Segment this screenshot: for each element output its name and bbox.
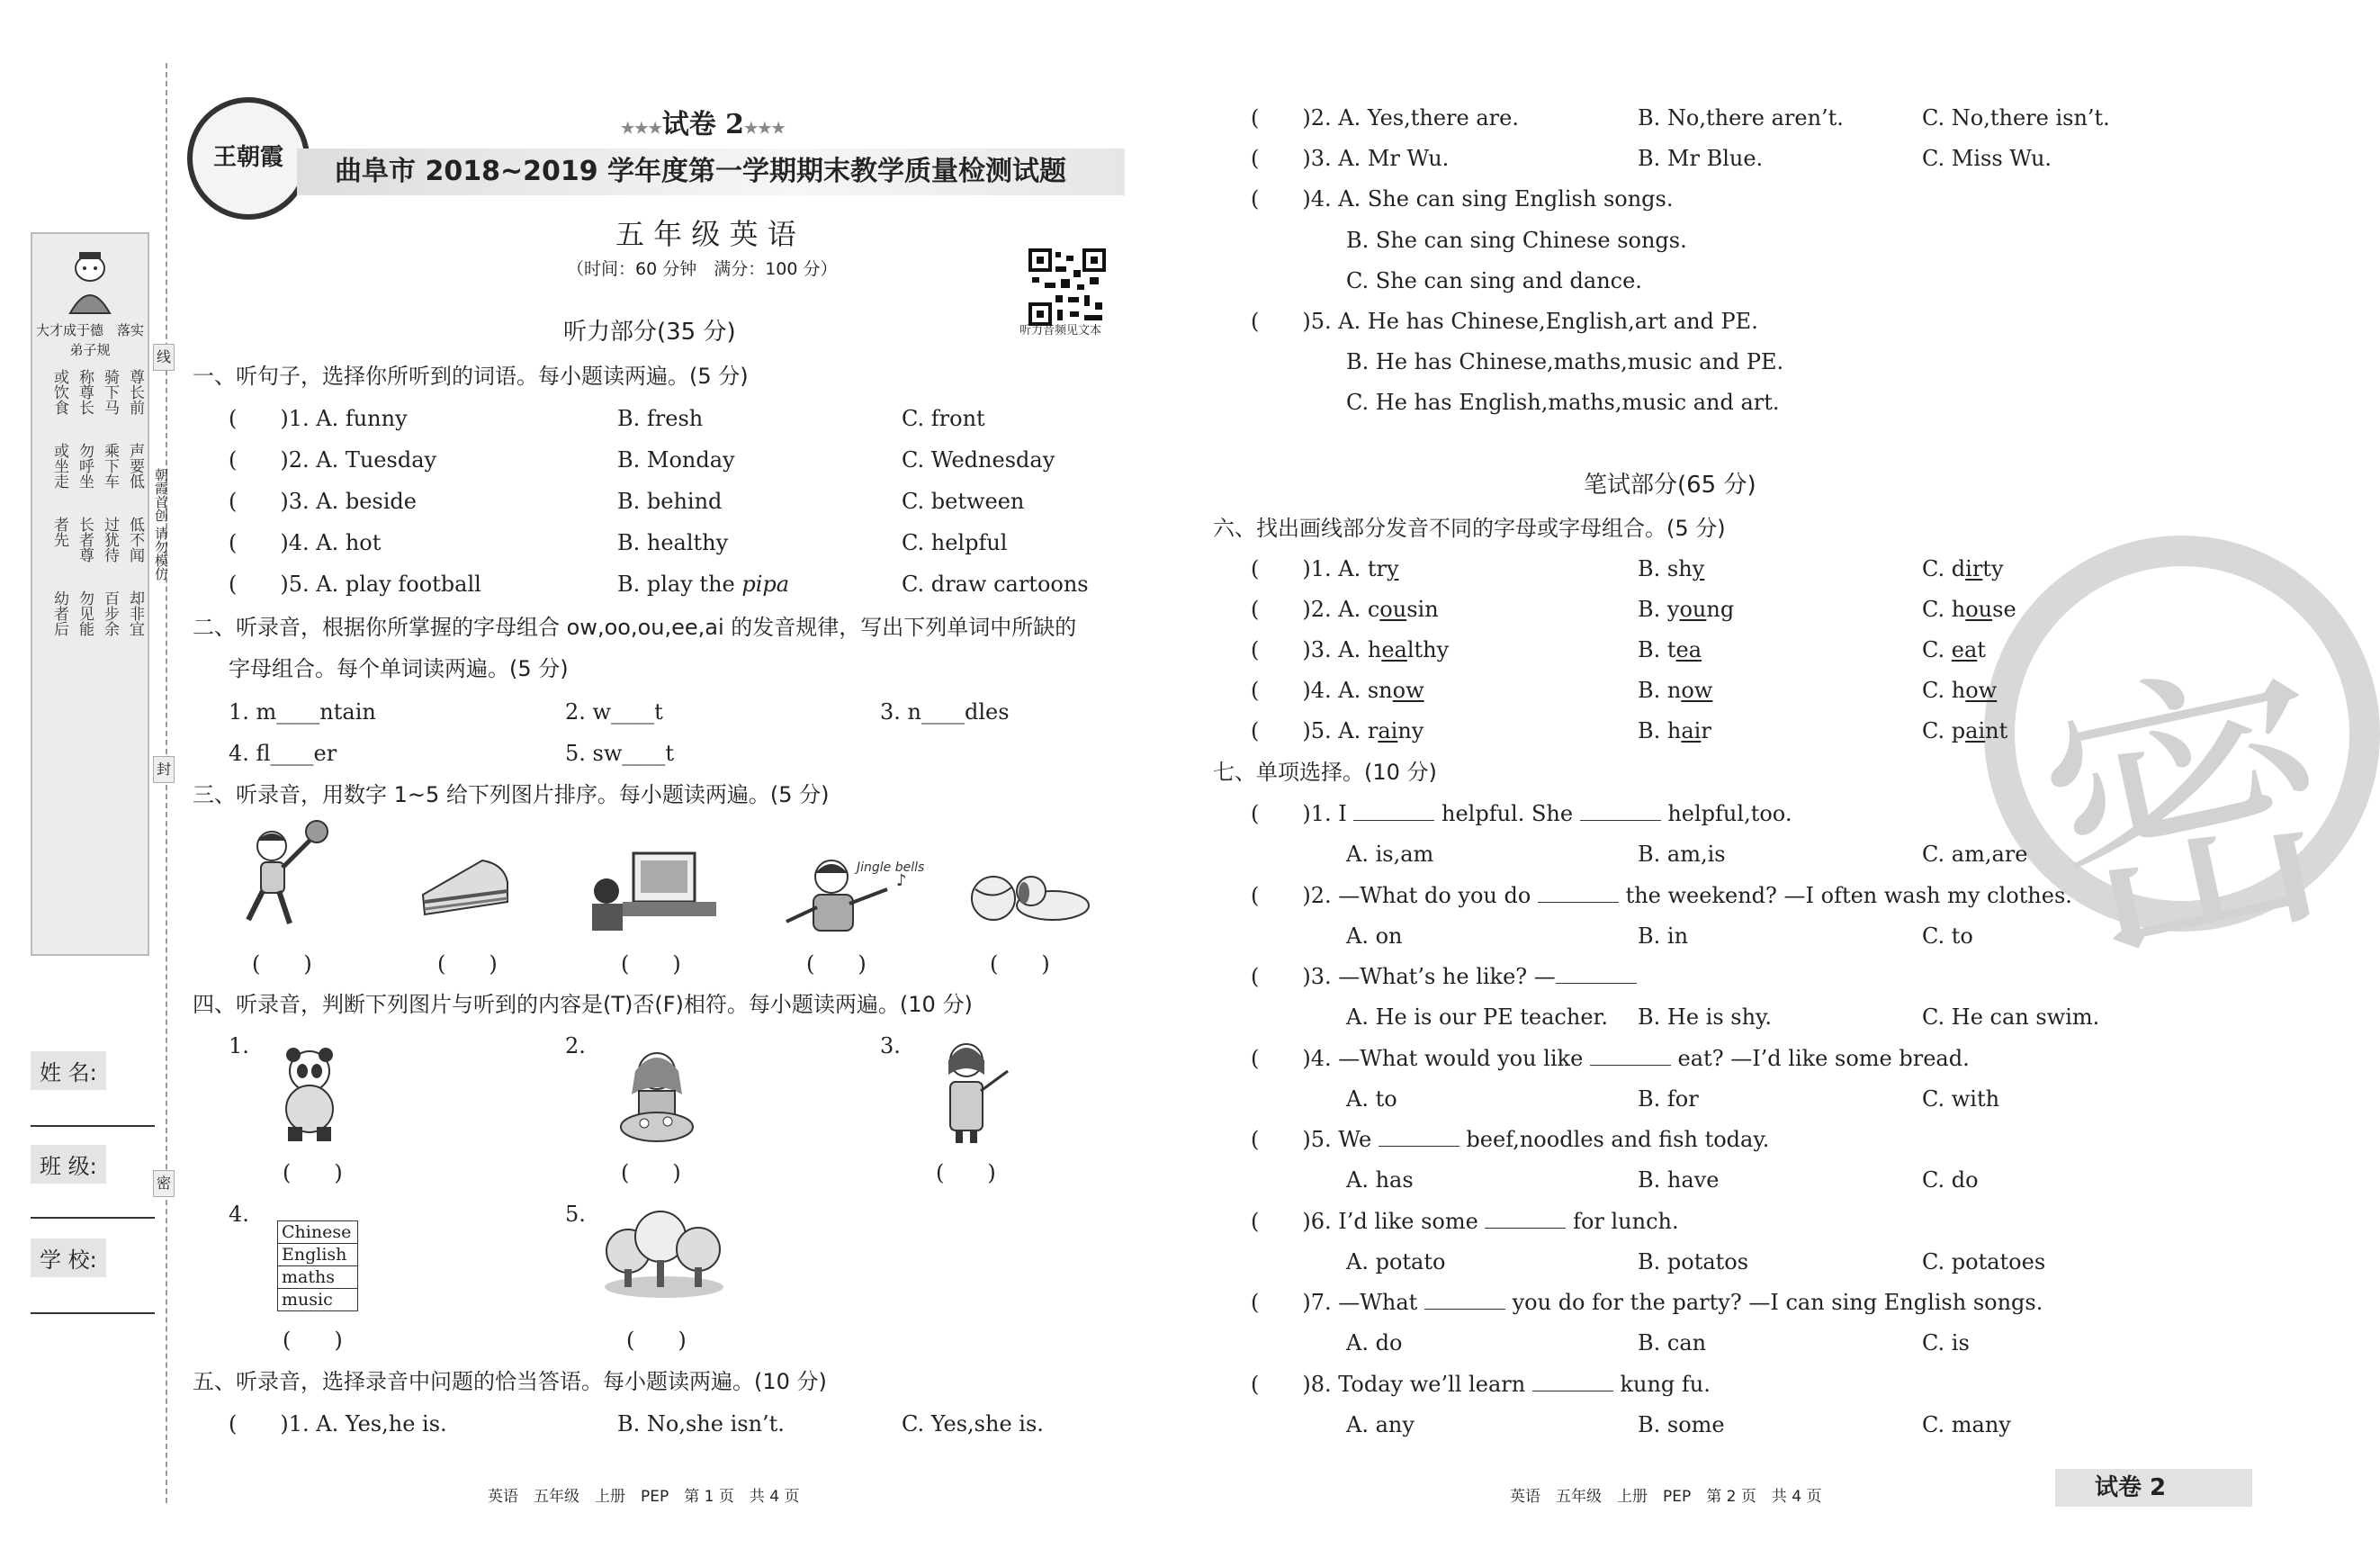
- s7-q7-stem[interactable]: ( )7. —What you do for the party? —I can sing English songs.: [1251, 1290, 2043, 1315]
- sandwich-picture: [418, 855, 513, 927]
- answer-blank[interactable]: [1556, 965, 1637, 984]
- forest-picture: [601, 1210, 727, 1300]
- s7-q2-stem[interactable]: ( )2. —What do you do the weekend? —I often wash my clothes.: [1251, 882, 2072, 908]
- s5-q4-b: B. She can sing Chinese songs.: [1346, 228, 1687, 253]
- motto-column: 却非宜: [126, 590, 144, 636]
- cut-label-secret: 密: [153, 1170, 175, 1197]
- motto-column: 者先: [50, 517, 68, 547]
- s4-title: 四、听录音，判断下列图片与听到的内容是(T)否(F)相符。每小题读两遍。(10 分): [193, 992, 973, 1017]
- s7-q4-option-c: C. with: [1922, 1085, 2000, 1112]
- motto-panel: [31, 232, 149, 956]
- answer-blank[interactable]: [1485, 1210, 1566, 1229]
- s7-q5-option-c: C. do: [1922, 1167, 1979, 1193]
- s5-q3-a[interactable]: ( )3. A. Mr Wu.: [1251, 146, 1450, 171]
- school-label: 学 校:: [31, 1238, 106, 1277]
- s1-q5-c: C. draw cartoons: [902, 572, 1089, 597]
- s2-title: 二、听录音，根据你所掌握的字母组合 ow,oo,ou,ee,ai 的发音规律，写出下列单词中所缺的: [193, 615, 1077, 640]
- underlined-letters: ai: [1965, 718, 1986, 743]
- s2-title-2: 字母组合。每个单词读两遍。(5 分): [229, 656, 569, 681]
- s1-q1-c: C. front: [902, 406, 985, 431]
- answer-blank[interactable]: [1590, 1047, 1671, 1066]
- s4-answer-1[interactable]: ( ): [283, 1160, 343, 1185]
- s7-q7-option-c: C. is: [1922, 1330, 1970, 1355]
- motto-column: 勿见能: [76, 590, 94, 636]
- s7-q1-option-a: A. is,am: [1346, 842, 1434, 867]
- s6-q5-a[interactable]: ( )5. A. rainy: [1251, 718, 1424, 743]
- s6-q2-a[interactable]: ( )2. A. cousin: [1251, 597, 1439, 622]
- dog-and-ball-picture: [966, 866, 1092, 929]
- underlined-letters: ea: [1381, 637, 1407, 662]
- s7-q4-option-a: A. to: [1346, 1085, 1397, 1112]
- s2-word-5[interactable]: 5. sw____t: [565, 741, 675, 766]
- motto-column: 乘下车: [101, 443, 119, 489]
- s7-q1-stem[interactable]: ( )1. I helpful. She helpful,too.: [1251, 801, 1792, 826]
- s3-answer-5[interactable]: ( ): [990, 951, 1050, 977]
- s1-q2-b: B. Monday: [617, 447, 735, 473]
- motto-column: 过犹待: [101, 517, 119, 563]
- s6-q1-c: C. dirty: [1922, 556, 2004, 581]
- s5-q1-b: B. No,she isn’t.: [617, 1411, 785, 1436]
- s7-q5-stem[interactable]: ( )5. We beef,noodles and fish today.: [1251, 1127, 1770, 1152]
- s7-q6-option-c: C. potatoes: [1922, 1248, 2046, 1274]
- s6-q1-b: B. shy: [1638, 556, 1705, 581]
- s6-q5-b: B. hair: [1638, 718, 1711, 743]
- right-footer: 英语 五年级 上册 PEP 第 2 页 共 4 页: [1510, 1488, 1822, 1506]
- s5-q2-a[interactable]: ( )2. A. Yes,there are.: [1251, 105, 1519, 131]
- underlined-letters: ou: [1965, 597, 1993, 622]
- underlined-letters: ai: [1378, 718, 1398, 743]
- s1-title: 一、听句子，选择你所听到的词语。每小题读两遍。(5 分): [193, 364, 749, 389]
- motto-column: 百步余: [101, 590, 119, 636]
- underlined-letters: ow: [1392, 678, 1424, 703]
- corner-tag: [2055, 1469, 2252, 1507]
- s7-q6-stem[interactable]: ( )6. I’d like some for lunch.: [1251, 1208, 1679, 1234]
- name-label: 姓 名:: [31, 1051, 106, 1090]
- motto-column: 幼者后: [50, 590, 68, 636]
- timetable-row: English: [278, 1244, 357, 1266]
- s7-q4-option-b: B. for: [1638, 1085, 1699, 1112]
- s5-q4-c: C. She can sing and dance.: [1346, 268, 1642, 293]
- school-line[interactable]: [31, 1312, 155, 1314]
- s2-word-1[interactable]: 1. m____ntain: [229, 699, 376, 725]
- jingle-bells-label: Jingle bells: [857, 860, 925, 875]
- motto-column: 或坐走: [50, 443, 68, 489]
- timetable-row: maths: [278, 1266, 357, 1289]
- time-info: （时间：60 分钟 满分：100 分）: [567, 259, 838, 279]
- s4-num-5: 5.: [565, 1202, 586, 1227]
- s6-q3-b: B. tea: [1638, 637, 1702, 662]
- s7-q2-option-b: B. in: [1638, 923, 1689, 949]
- s1-q2-a[interactable]: ( )2. A. Tuesday: [229, 447, 437, 473]
- s6-q4-c: C. how: [1922, 678, 1998, 703]
- s6-q4-b: B. now: [1638, 678, 1713, 703]
- motto-column: 低不闻: [126, 517, 144, 563]
- s1-q2-c: C. Wednesday: [902, 447, 1055, 473]
- s2-word-4[interactable]: 4. fl____er: [229, 741, 337, 766]
- s6-q5-c: C. paint: [1922, 718, 2008, 743]
- s1-q3-c: C. between: [902, 489, 1025, 514]
- s5-q2-c: C. No,there isn’t.: [1922, 105, 2110, 131]
- s4-answer-2[interactable]: ( ): [621, 1160, 681, 1185]
- underlined-letters: ea: [1951, 637, 1978, 662]
- timetable-row: Chinese: [278, 1221, 357, 1244]
- motto-column: 骑下马: [101, 369, 119, 415]
- s2-word-2[interactable]: 2. w____t: [565, 699, 663, 725]
- written-header: 笔试部分(65 分): [1584, 472, 1756, 499]
- s1-q5-a[interactable]: ( )5. A. play football: [229, 572, 481, 597]
- s7-title: 七、单项选择。(10 分): [1213, 760, 1437, 785]
- basketball-boy-picture: [236, 819, 335, 932]
- underlined-letters: y: [1386, 556, 1399, 581]
- s5-q3-c: C. Miss Wu.: [1922, 146, 2052, 171]
- s5-q5-c: C. He has English,maths,music and art.: [1346, 390, 1780, 415]
- s4-num-3: 3.: [880, 1033, 901, 1058]
- s7-q8-option-c: C. many: [1922, 1411, 2011, 1437]
- left-footer: 英语 五年级 上册 PEP 第 1 页 共 4 页: [488, 1488, 800, 1506]
- underlined-letters: ai: [1681, 718, 1702, 743]
- qr-code[interactable]: [1028, 248, 1106, 326]
- motto-column: 尊长前: [126, 369, 144, 415]
- s6-q2-b: B. young: [1638, 597, 1735, 622]
- timetable-picture: [277, 1220, 358, 1311]
- s3-title: 三、听录音，用数字 1~5 给下列图片排序。每小题读两遍。(5 分): [193, 782, 830, 807]
- s1-q4-a[interactable]: ( )4. A. hot: [229, 530, 382, 555]
- s7-q8-option-a: A. any: [1346, 1411, 1415, 1437]
- s2-word-3[interactable]: 3. n____dles: [880, 699, 1010, 725]
- brand-logo: [187, 97, 310, 220]
- underlined-letters: ou: [1679, 597, 1707, 622]
- binding-line: [166, 63, 167, 1503]
- motto-top: 大才成于德 落实弟子规: [36, 322, 145, 358]
- s4-answer-4[interactable]: ( ): [283, 1328, 343, 1353]
- s4-num-4: 4.: [229, 1202, 249, 1227]
- s1-q5-b: [617, 571, 789, 598]
- s4-answer-5[interactable]: ( ): [626, 1328, 687, 1353]
- s3-answer-3[interactable]: ( ): [621, 951, 681, 977]
- underlined-letters: ow: [1681, 678, 1713, 703]
- s1-q1-b: B. fresh: [617, 406, 704, 431]
- underlined-letters: ow: [1965, 678, 1998, 703]
- s3-answer-4[interactable]: ( ): [806, 951, 867, 977]
- secret-seal-char: 密: [2016, 623, 2367, 1011]
- class-line[interactable]: [31, 1217, 155, 1219]
- s7-q2-option-a: A. on: [1346, 923, 1403, 949]
- s4-num-2: 2.: [565, 1033, 586, 1058]
- s4-answer-3[interactable]: ( ): [936, 1160, 996, 1185]
- s7-q3-option-a: A. He is our PE teacher.: [1346, 1004, 1608, 1030]
- s7-q2-option-c: C. to: [1922, 923, 1973, 949]
- s1-q5-b-text: B. play the: [617, 572, 735, 597]
- s1-q4-c: C. helpful: [902, 530, 1008, 555]
- teacher-picture: [936, 1035, 1011, 1145]
- singing-boy-picture: [781, 850, 925, 934]
- exam-title: 曲阜市 2018~2019 学年度第一学期期末教学质量检测试题: [335, 156, 1067, 187]
- name-line[interactable]: [31, 1125, 155, 1127]
- subject-title: 五 年 级 英 语: [615, 217, 796, 251]
- panda-picture: [266, 1044, 353, 1143]
- timetable-row: music: [282, 1290, 333, 1310]
- s7-q8-stem[interactable]: ( )8. Today we’ll learn kung fu.: [1251, 1371, 1711, 1397]
- cut-label-line: 线: [153, 344, 175, 371]
- s7-q7-option-b: B. can: [1638, 1330, 1707, 1355]
- s1-q3-a[interactable]: ( )3. A. beside: [229, 489, 417, 514]
- class-label: 班 级:: [31, 1145, 106, 1184]
- s5-q4-a[interactable]: ( )4. A. She can sing English songs.: [1251, 186, 1674, 212]
- s7-q8-option-b: B. some: [1638, 1411, 1725, 1437]
- s7-q1-option-b: B. am,is: [1638, 842, 1726, 867]
- s5-q3-b: B. Mr Blue.: [1638, 146, 1764, 171]
- s1-q5-b-italic: pipa: [741, 572, 790, 597]
- girl-washing-clothes-picture: [605, 1044, 709, 1148]
- s3-answer-2[interactable]: ( ): [437, 951, 498, 977]
- s6-q4-a[interactable]: ( )4. A. snow: [1251, 678, 1424, 703]
- answer-blank[interactable]: [1353, 802, 1434, 821]
- underlined-letters: ea: [1675, 637, 1702, 662]
- s5-q5-b: B. He has Chinese,maths,music and PE.: [1346, 349, 1784, 374]
- s7-q7-option-a: A. do: [1346, 1330, 1403, 1355]
- underlined-letters: y: [1692, 556, 1705, 581]
- s5-q1-a[interactable]: ( )1. A. Yes,he is.: [229, 1411, 447, 1436]
- s7-q5-option-a: A. has: [1346, 1167, 1414, 1193]
- series-title-text: 试卷 2: [661, 109, 745, 140]
- answer-blank[interactable]: [1538, 884, 1619, 903]
- listening-header: 听力部分(35 分): [563, 319, 736, 346]
- motto-column: 或饮食: [50, 369, 68, 415]
- s3-answer-1[interactable]: ( ): [252, 951, 312, 977]
- s7-q4-stem[interactable]: ( )4. —What would you like eat? —I’d like some bread.: [1251, 1045, 1970, 1071]
- s7-q1-option-c: C. am,are: [1922, 842, 2028, 867]
- s1-q3-b: B. behind: [617, 489, 723, 514]
- answer-blank[interactable]: [1424, 1291, 1505, 1310]
- s7-q3-option-b: B. He is shy.: [1638, 1004, 1773, 1030]
- qr-caption: 听力音频见文本: [1019, 324, 1102, 338]
- s5-q5-a[interactable]: ( )5. A. He has Chinese,English,art and PE.: [1251, 309, 1758, 334]
- underlined-letters: ir: [1965, 556, 1983, 581]
- s6-q3-c: C. eat: [1922, 637, 1986, 662]
- s4-num-1: 1.: [229, 1033, 249, 1058]
- motto-column: 长者尊: [76, 517, 94, 563]
- motto-column: 声要低: [126, 443, 144, 489]
- cut-label-seal: 封: [153, 756, 175, 783]
- s7-q5-option-b: B. have: [1638, 1167, 1720, 1193]
- s6-q1-a[interactable]: ( )1. A. try: [1251, 556, 1399, 581]
- vertical-note: 朝霞首创 请勿模仿: [153, 468, 169, 581]
- answer-blank[interactable]: [1532, 1373, 1613, 1391]
- s7-q3-stem[interactable]: ( )3. —What’s he like? —: [1251, 963, 1637, 990]
- brand-logo-text: 王朝霞: [212, 144, 283, 171]
- s5-q1-c: C. Yes,she is.: [902, 1411, 1044, 1436]
- s7-q6-option-b: B. potatos: [1638, 1248, 1749, 1274]
- s6-title: 六、找出画线部分发音不同的字母或字母组合。(5 分): [1213, 516, 1726, 541]
- s7-q3-option-c: C. He can swim.: [1922, 1004, 2100, 1030]
- s1-q1-a[interactable]: ( )1. A. funny: [229, 406, 408, 431]
- answer-blank[interactable]: [1379, 1128, 1459, 1147]
- answer-blank[interactable]: [1580, 802, 1661, 821]
- motto-column: 称尊长: [76, 369, 94, 415]
- corner-tag-text: 试卷 2: [2095, 1474, 2167, 1501]
- s7-q6-option-a: A. potato: [1346, 1248, 1446, 1274]
- s6-q2-c: C. house: [1922, 597, 2016, 622]
- watching-tv-picture: [587, 848, 720, 932]
- underlined-letters: ou: [1379, 597, 1407, 622]
- s5-title: 五、听录音，选择录音中问题的恰当答语。每小题读两遍。(10 分): [193, 1369, 827, 1394]
- s5-q2-b: B. No,there aren’t.: [1638, 105, 1844, 131]
- svg-text:♪: ♪: [896, 871, 907, 890]
- scholar-illustration: [52, 241, 128, 317]
- s1-q4-b: B. healthy: [617, 530, 729, 555]
- motto-column: 勿呼坐: [76, 443, 94, 489]
- series-title: ★★★试卷 2★★★: [621, 109, 786, 140]
- s6-q3-a[interactable]: ( )3. A. healthy: [1251, 637, 1450, 662]
